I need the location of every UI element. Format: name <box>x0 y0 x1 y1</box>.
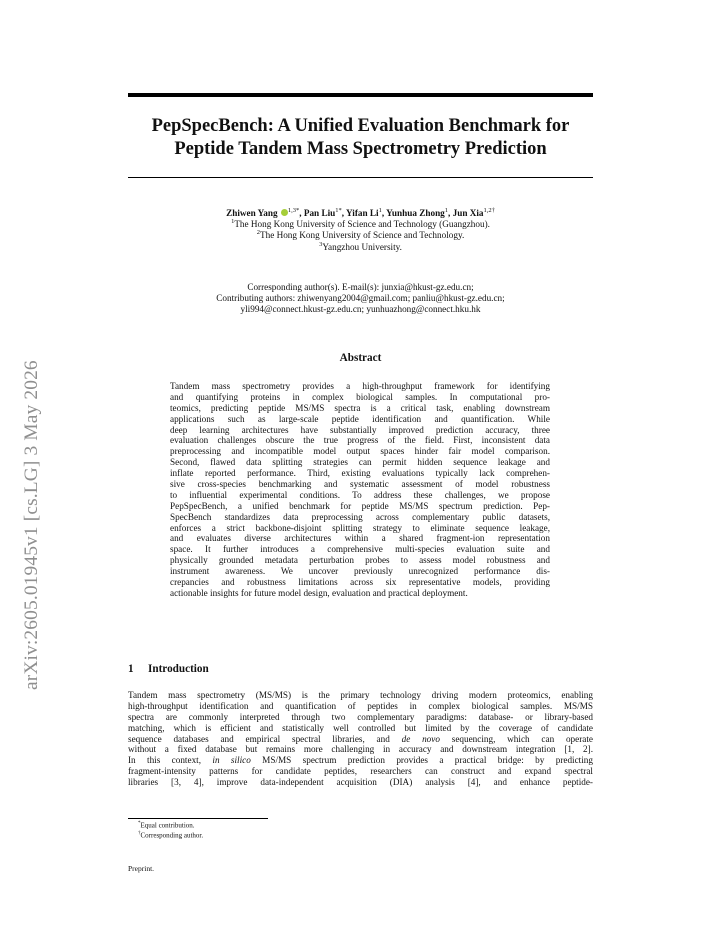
author-affiliation-mark: 1,3 <box>287 206 296 214</box>
footnote-equal-contribution <box>138 820 203 830</box>
footnote-text: Corresponding author. <box>140 831 204 840</box>
abstract-line: space. It further introduces a comprehensive multi-species evaluation suite and <box>170 544 550 555</box>
orcid-icon[interactable] <box>281 209 288 216</box>
paragraph-line: high-throughput identification and quantification of peptides in complex biological samples. MS/MS <box>128 700 593 711</box>
introduction-body <box>128 690 593 788</box>
author-affiliation-mark: 1 <box>378 206 382 214</box>
preprint-label: Preprint. <box>128 864 155 873</box>
paragraph-line: Tandem mass spectrometry (MS/MS) is the primary technology driving modern proteomics, enabling <box>128 690 593 700</box>
affiliation-text: The Hong Kong University of Science and Technology (Guangzhou). <box>234 219 490 230</box>
abstract-line: physically grounded metadata perturbation probes to assess model robustness and <box>170 555 550 566</box>
author-affiliation-mark: 1,2† <box>483 206 495 214</box>
emphasis-text: de novo <box>401 733 440 744</box>
author-names: Zhiwen Yang $^{1,3*}$, Pan Liu$^{1*}$, Yifan Li$^1$, Yunhua Zhong$^1$, Jun Xia$^{1,2\dagger}$ <box>226 206 495 218</box>
text-run: sequencing, which can operate <box>439 733 593 744</box>
affiliation-number: 2 <box>256 229 260 237</box>
text-run: In this context, <box>128 755 213 766</box>
abstract-line: applications such as large-scale peptide identification and quantification. While <box>170 413 550 424</box>
author-name: Yifan Li <box>346 208 379 218</box>
paragraph-line: libraries [3, 4], improve data-independent acquisition (DIA) analysis [4], and enhance peptide- <box>128 777 593 788</box>
author-name: Yunhua Zhong <box>386 208 445 218</box>
abstract-line: evaluation challenges obscure the true progress of the field. First, inconsistent data <box>170 435 550 446</box>
abstract-body <box>170 381 550 599</box>
abstract-line: SpecBench standardizes data preprocessing across complementary public datasets, <box>170 511 550 522</box>
paragraph-line: fragment-intensity patterns for candidate peptides, researchers can construct and expand spectral <box>128 766 593 777</box>
paragraph-line <box>128 755 593 766</box>
abstract-line: PepSpecBench, a unified benchmark for peptide MS/MS spectrum prediction. Pep- <box>170 500 550 511</box>
abstract-line: teomics, predicting peptide MS/MS spectra is a critical task, enabling downstream <box>170 402 550 413</box>
affiliation-text: The Hong Kong University of Science and Technology. <box>260 230 465 241</box>
abstract-line: and evaluates diverse architectures within a shared fragment-ion representation <box>170 533 550 544</box>
abstract-line: sive cross-species benchmarking and systematic assessment of model robustness <box>170 479 550 490</box>
paragraph-line: matching, which is efficient and statistically well controlled but limited by the coverage of candidate <box>128 722 593 733</box>
footnotes <box>138 820 203 840</box>
emphasis-text: in silico <box>212 755 251 766</box>
section-heading-introduction <box>128 663 209 675</box>
abstract-heading: Abstract <box>339 352 382 364</box>
abstract-line: inflate reported performance. Third, existing evaluations typically lack comprehen- <box>170 468 550 479</box>
title-top-rule <box>128 93 593 97</box>
abstract-line: to influential experimental conditions. To address these challenges, we propose <box>170 489 550 500</box>
title-line-1: PepSpecBench: A Unified Evaluation Benchmark for <box>151 116 570 136</box>
arxiv-identifier-stamp: arXiv:2605.01945v1 [cs.LG] 3 May 2026 <box>21 360 42 690</box>
contact-emails <box>128 282 593 316</box>
title-bottom-rule <box>128 177 593 178</box>
abstract-line: enforces a strict backbone-disjoint splitting strategy to eliminate sequence leakage, <box>170 522 550 533</box>
author-affiliation-mark: 1 <box>444 206 449 214</box>
footnote-mark: † <box>138 830 141 836</box>
author-affiliation-mark: 1* <box>335 206 342 214</box>
affiliation-2 <box>128 230 593 241</box>
affiliation-3 <box>128 242 593 253</box>
affiliation-1 <box>128 219 593 230</box>
author-name: Pan Liu <box>303 208 336 218</box>
contributing-email-line[interactable]: Contributing authors: zhiwenyang2004@gmail.com; panliu@hkust-gz.edu.cn; <box>216 293 505 304</box>
footnote-corresponding-author <box>138 830 203 840</box>
section-title: Introduction <box>148 663 209 675</box>
author-name: Jun Xia <box>452 208 484 218</box>
paragraph-line <box>128 734 593 745</box>
affiliation-number: 3 <box>319 240 323 248</box>
abstract-line: and quantifying proteins in complex biological samples. In computational pro- <box>170 391 550 402</box>
abstract-line: deep learning architectures have substantially improved prediction accuracy, three <box>170 424 550 435</box>
text-run: sequence databases and empirical spectral libraries, and <box>128 733 402 744</box>
abstract-line: actionable insights for future model design, evaluation and practical deployment. <box>170 587 468 598</box>
section-number: 1 <box>128 663 134 675</box>
affiliation-text: Yangzhou University. <box>322 241 402 252</box>
footnote-mark: * <box>138 821 141 826</box>
paragraph-line: without a fixed database but remains more challenging in accuracy and downstream integration [1, 2]. <box>128 744 593 755</box>
abstract-line: instrument awareness. We uncover previously unrecognized performance dis- <box>170 566 550 577</box>
author-block <box>128 208 593 253</box>
author-name: Zhiwen Yang <box>226 208 278 218</box>
author-equal-mark: * <box>296 206 300 214</box>
abstract-line: crepancies and robustness limitations across six representative models, providing <box>170 577 550 588</box>
abstract-line: Tandem mass spectrometry provides a high-throughput framework for identifying <box>170 381 550 391</box>
abstract-line: Second, flawed data splitting strategies can permit hidden sequence leakage and <box>170 457 550 468</box>
paragraph-line: spectra are commonly interpreted through two complementary paradigms: database- or library-based <box>128 711 593 722</box>
abstract-line: preprocessing and incompatible model output spaces hinder fair model comparison. <box>170 446 550 457</box>
paper-title <box>128 115 593 161</box>
corresponding-email-line[interactable]: Corresponding author(s). E-mail(s): junxia@hkust-gz.edu.cn; <box>247 282 474 292</box>
title-line-2: Peptide Tandem Mass Spectrometry Prediction <box>174 139 547 159</box>
affiliation-number: 1 <box>231 218 235 226</box>
footnote-rule <box>128 818 268 819</box>
footnote-text: Equal contribution. <box>140 821 195 830</box>
contributing-email-line[interactable]: yli994@connect.hkust-gz.edu.cn; yunhuazhong@connect.hku.hk <box>240 304 481 315</box>
text-run: MS/MS spectrum prediction provides a practical bridge: by predicting <box>250 755 593 766</box>
